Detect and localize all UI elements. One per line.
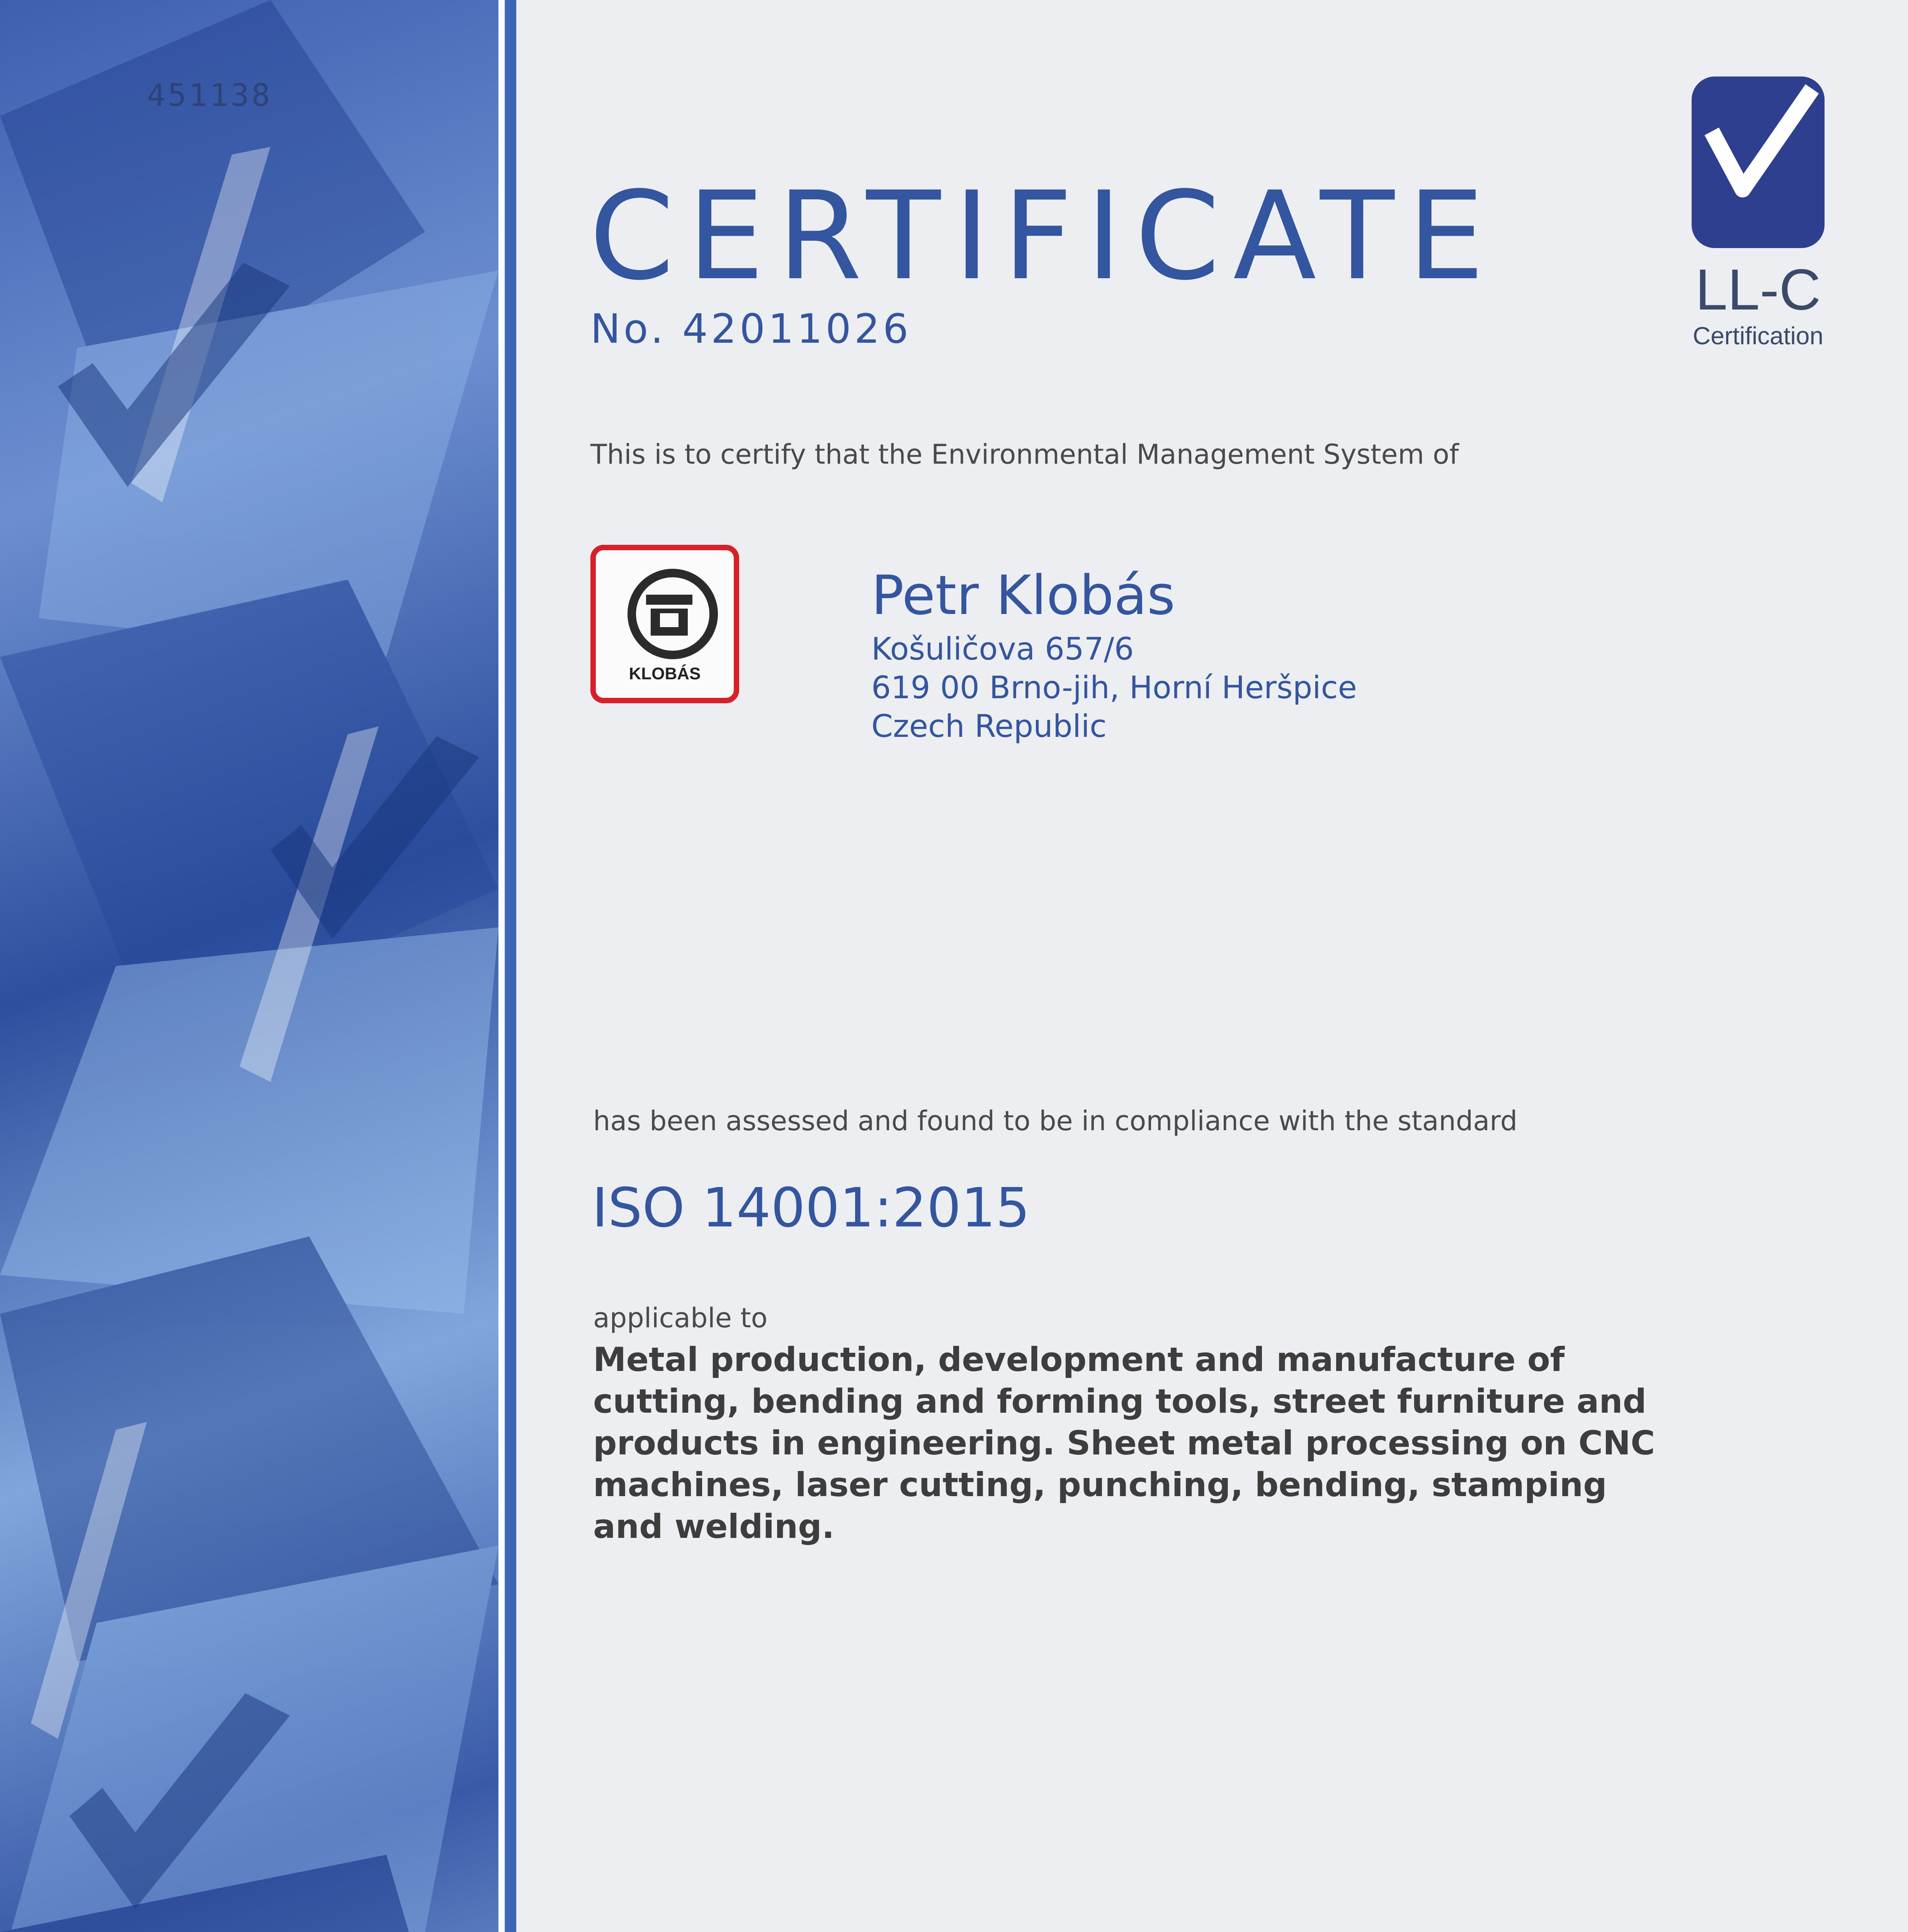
scope-line: cutting, bending and forming tools, street furniture and xyxy=(593,1382,1647,1421)
address-line: Košuličova 657/6 xyxy=(871,631,1134,667)
compliance-statement: has been assessed and found to be in compliance with the standard xyxy=(593,1105,1518,1137)
applicable-label: applicable to xyxy=(593,1302,768,1334)
scope-line: and welding. xyxy=(593,1507,835,1546)
company-logo xyxy=(590,545,739,703)
decorative-side-band xyxy=(0,0,498,1932)
certificate-number: No. 42011026 xyxy=(590,305,912,352)
scope-line: Metal production, development and manufacture of xyxy=(593,1340,1565,1379)
scope-line: machines, laser cutting, punching, bending, stamping xyxy=(593,1466,1607,1504)
certificate-title: CERTIFICATE xyxy=(589,166,1498,307)
address-line: Czech Republic xyxy=(871,708,1107,744)
company-logo-text: KLOBÁS xyxy=(629,664,701,683)
company-name: Petr Klobás xyxy=(871,564,1175,627)
serial-number: 451138 xyxy=(147,77,272,113)
scope-line: products in engineering. Sheet metal processing on CNC xyxy=(593,1424,1655,1463)
standard-name: ISO 14001:2015 xyxy=(592,1177,1030,1240)
band-edge-stripe xyxy=(498,0,516,1932)
company-address xyxy=(871,630,1357,746)
llc-logo-sub: Certification xyxy=(1693,322,1823,350)
abstract-pattern-graphic xyxy=(0,0,498,1932)
llc-logo-label: LL-C xyxy=(1695,257,1821,322)
llc-checkmark-icon xyxy=(1689,73,1828,251)
address-line: 619 00 Brno-jih, Horní Heršpice xyxy=(871,670,1357,706)
company-logo-mark-icon xyxy=(642,587,696,641)
certify-intro: This is to certify that the Environmental Management System of xyxy=(590,439,1459,470)
certification-scope xyxy=(593,1339,1714,1548)
llc-logo xyxy=(1689,73,1828,350)
